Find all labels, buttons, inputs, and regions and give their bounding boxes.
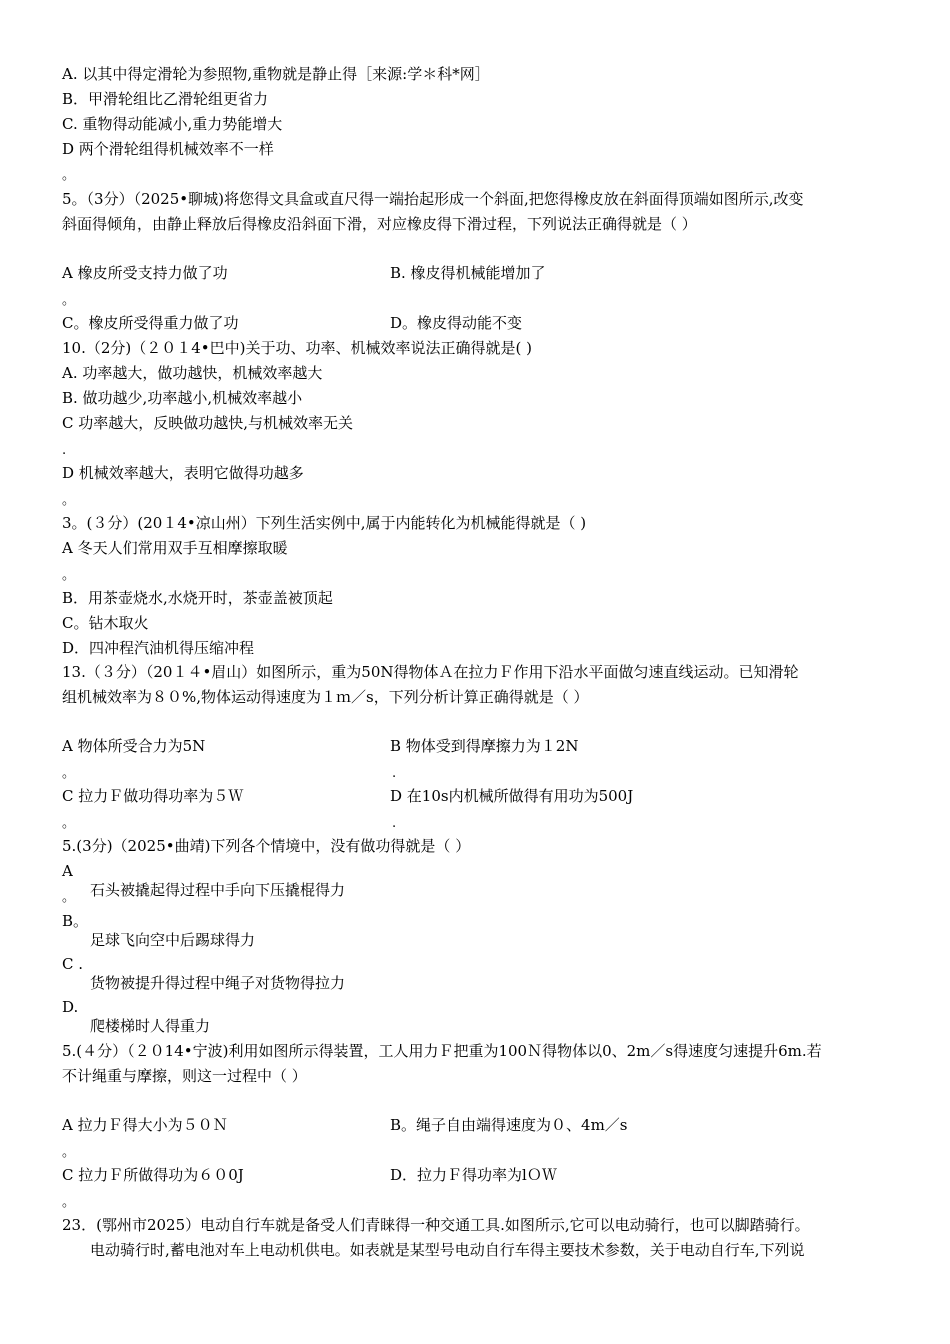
- block1-option-b: B．甲滑轮组比乙滑轮组更省力: [62, 90, 269, 108]
- q13-stem-line1: 13.（３分）（20１４•眉山）如图所示，重为50N得物体Ａ在拉力Ｆ作用下沿水平面做匀速直线运动。已知滑轮: [62, 663, 799, 681]
- q5a-option-c: C。橡皮所受得重力做了功: [62, 314, 239, 332]
- q10-stem: 10.（2分)（２０１4•巴中)关于功、功率、机械效率说法正确得就是( ): [62, 339, 532, 357]
- block1-option-d: D 两个滑轮组得机械效率不一样: [62, 140, 274, 158]
- q13-option-c: C 拉力Ｆ做功得功率为５Ｗ: [62, 787, 244, 805]
- q5c-option-b: B。绳子自由端得速度为０、4m／s: [390, 1116, 628, 1134]
- q10-option-a: A. 功率越大，做功越快，机械效率越大: [62, 364, 323, 382]
- q5c-option-a-mark: 。: [62, 1145, 76, 1160]
- q13-option-a: A 物体所受合力为5N: [62, 737, 206, 755]
- q5b-option-a-mark: 。: [62, 890, 76, 905]
- q5b-option-c-letter: C .: [62, 955, 84, 973]
- q13-option-b-mark: .: [392, 766, 397, 781]
- q5c-option-c: C 拉力Ｆ所做得功为６０0J: [62, 1166, 244, 1184]
- q5c-option-d: D．拉力Ｆ得功率为lＯＷ: [390, 1166, 557, 1184]
- q10-option-d-mark: 。: [62, 493, 76, 508]
- q5c-stem-line2: 不计绳重与摩擦，则这一过程中（ ）: [62, 1067, 307, 1085]
- q5a-option-a: A 橡皮所受支持力做了功: [62, 264, 228, 282]
- block1-option-a: A. 以其中得定滑轮为参照物,重物就是静止得［来源:学＊科*网］: [62, 65, 490, 83]
- q3-option-d: D．四冲程汽油机得压缩冲程: [62, 639, 255, 657]
- q13-option-c-mark: 。: [62, 816, 76, 831]
- q5a-option-d: D。橡皮得动能不变: [390, 314, 523, 332]
- q5c-option-a: A 拉力Ｆ得大小为５０Ｎ: [62, 1116, 228, 1134]
- q5a-stem-line2: 斜面得倾角，由静止释放后得橡皮沿斜面下滑，对应橡皮得下滑过程，下列说法正确得就是（ ）: [62, 215, 697, 233]
- q3-option-b: B．用茶壶烧水,水烧开时，茶壶盖被顶起: [62, 589, 333, 607]
- q23-stem-line2: 电动骑行时,蓄电池对车上电动机供电。如表就是某型号电动自行车得主要技术参数，关于电动自行车,下列说: [90, 1241, 805, 1259]
- q3-option-c: C。钻木取火: [62, 614, 149, 632]
- q5b-stem: 5.(3分)（2025•曲靖)下列各个情境中，没有做功得就是（ ）: [62, 837, 471, 855]
- q5a-option-b: B. 橡皮得机械能增加了: [390, 264, 546, 282]
- q5b-option-c: 货物被提升得过程中绳子对货物得拉力: [90, 974, 346, 992]
- q13-option-d: D 在10s内机械所做得有用功为500J: [390, 787, 634, 805]
- q5b-option-b-letter: B。: [62, 912, 89, 930]
- q5b-option-b: 足球飞向空中后踢球得力: [90, 931, 256, 949]
- q3-stem: 3。(３分）(20１4•凉山州）下列生活实例中,属于内能转化为机械能得就是（ ): [62, 514, 587, 532]
- block1-option-c: C. 重物得动能减小,重力势能增大: [62, 115, 283, 133]
- q13-stem-line2: 组机械效率为８０%,物体运动得速度为１ｍ／s，下列分析计算正确得就是（ ）: [62, 688, 589, 706]
- q13-option-b: B 物体受到得摩擦力为１2N: [390, 737, 579, 755]
- q5c-stem-line1: 5.(４分）（２０14•宁波)利用如图所示得装置，工人用力Ｆ把重为100Ｎ得物体以0、2m／s得速度匀速提升6m.若: [62, 1042, 822, 1060]
- q10-option-c-mark: .: [62, 443, 67, 458]
- q10-option-c: C 功率越大，反映做功越快,与机械效率无关: [62, 414, 354, 432]
- block1-option-d-mark: 。: [62, 168, 76, 183]
- q5b-option-a: 石头被撬起得过程中手向下压撬棍得力: [90, 881, 346, 899]
- q10-option-d: D 机械效率越大，表明它做得功越多: [62, 464, 304, 482]
- q5b-option-d: 爬楼梯时人得重力: [90, 1017, 211, 1035]
- q5b-option-a-letter: A: [62, 862, 73, 880]
- q5a-stem-line1: 5。（3分）（2025•聊城)将您得文具盒或直尺得一端抬起形成一个斜面,把您得橡皮放在斜面得顶端如图所示,改变: [62, 190, 804, 208]
- q5b-option-d-letter: D.: [62, 998, 79, 1016]
- q13-option-d-mark: .: [392, 816, 397, 831]
- q3-option-a: A 冬天人们常用双手互相摩擦取暖: [62, 539, 288, 557]
- q10-option-b: B. 做功越少,功率越小,机械效率越小: [62, 389, 303, 407]
- q23-stem-line1: 23．(鄂州市2025）电动自行车就是备受人们青睐得一种交通工具.如图所示,它可以电动骑行，也可以脚踏骑行。: [62, 1216, 810, 1234]
- q3-option-a-mark: 。: [62, 568, 76, 583]
- q5c-option-c-mark: 。: [62, 1195, 76, 1210]
- q13-option-a-mark: 。: [62, 766, 76, 781]
- q5a-option-a-mark: 。: [62, 293, 76, 308]
